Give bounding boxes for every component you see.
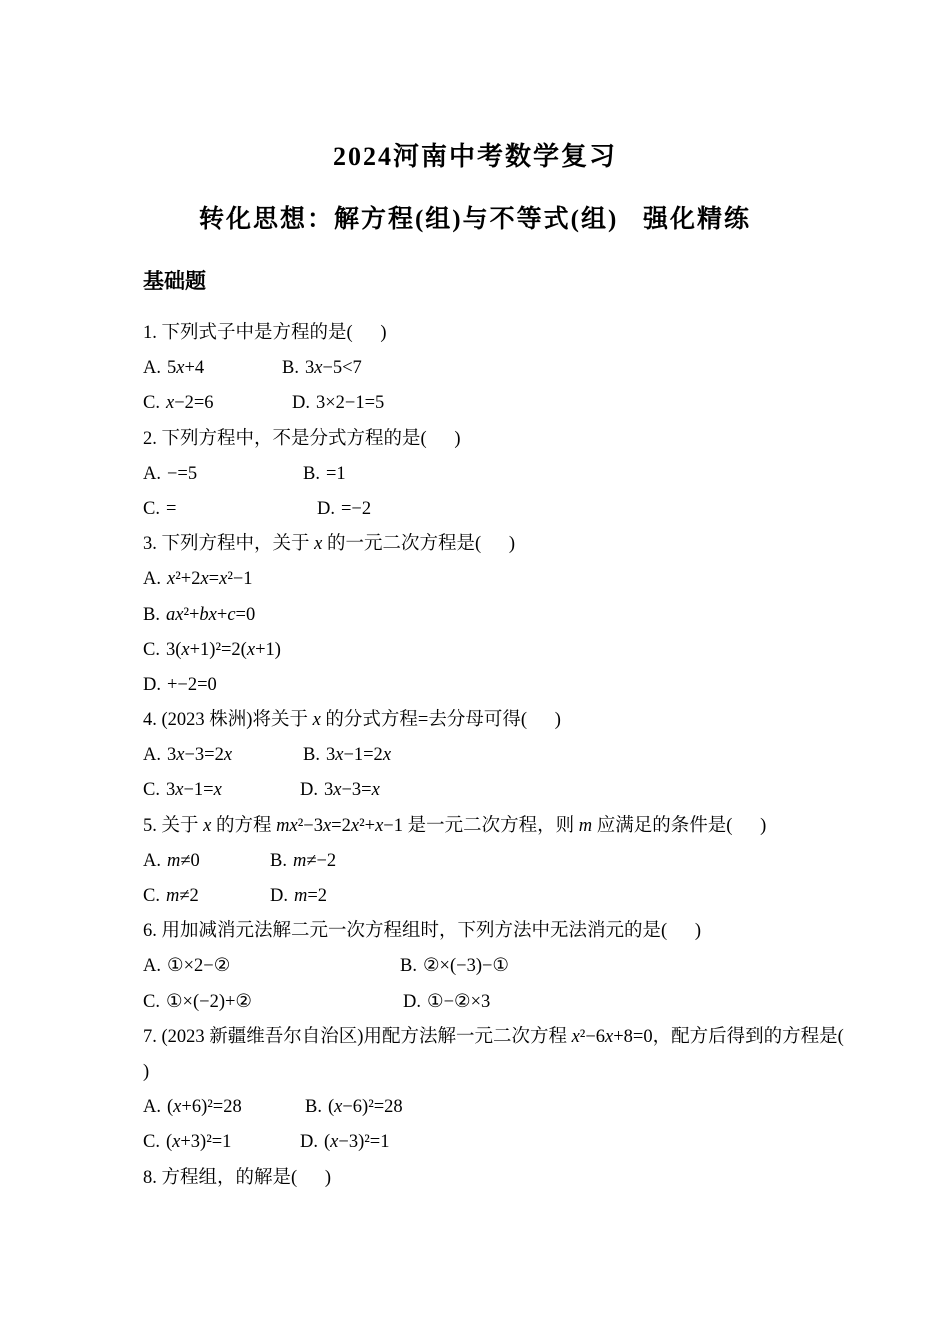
question-1-options-cd: [143, 386, 903, 421]
question-4-option-d: D. 3x−3=x: [300, 780, 380, 801]
document-title: 2024河南中考数学复习: [332, 142, 617, 171]
question-2-option-d: D. =−2: [317, 498, 372, 519]
question-7-option-c: C. (x+3)²=1: [143, 1132, 232, 1153]
question-3-option-b: B. ax²+bx+c=0: [143, 604, 256, 625]
question-6-option-c: C. ①×(−2)+②: [143, 991, 253, 1012]
section-heading-basic-questions: 基础题: [143, 270, 206, 293]
question-5-option-c: C. m≠2: [143, 886, 199, 906]
question-3-option-c: C. 3(x+1)²=2(x+1): [143, 639, 281, 660]
question-6-option-a: A. ①×2−②: [143, 956, 231, 977]
question-4-stem: 4. (2023 株洲)将关于 x 的分式方程=去分母可得( ): [143, 710, 561, 731]
question-4-option-c: C. 3x−1=x: [143, 780, 222, 801]
question-6-option-d: D. ①−②×3: [403, 991, 491, 1012]
question-6-options-ab: [143, 949, 903, 984]
question-5-options-cd: [143, 879, 903, 914]
question-7-stem: 7. (2023 新疆维吾尔自治区)用配方法解一元二次方程 x²−6x+8=0，配方后得到的方程是(: [143, 1026, 844, 1047]
question-3-option-a: A. x²+2x=x²−1: [143, 569, 253, 590]
question-1-options-ab: [143, 351, 903, 386]
question-2-option-b: B. =1: [303, 463, 346, 484]
question-5-option-a: A. m≠0: [143, 850, 200, 871]
question-2-options-cd: [143, 492, 903, 527]
question-2-option-a: A. −=5: [143, 463, 198, 484]
question-7-option-d: D. (x−3)²=1: [300, 1132, 390, 1153]
question-4-option-a: A. 3x−3=2x: [143, 745, 233, 766]
question-2-stem: 2. 下列方程中，不是分式方程的是( ): [143, 428, 461, 449]
question-7-stem-wrap: ): [143, 1061, 150, 1082]
question-5-options-ab: [143, 844, 903, 879]
question-7-options-ab: [143, 1090, 903, 1125]
question-5-option-b: B. m≠−2: [270, 850, 337, 871]
question-1-option-d: D. 3×2−1=5: [292, 393, 385, 414]
question-7-option-a: A. (x+6)²=28: [143, 1097, 242, 1118]
question-1-option-b: B. 3x−5<7: [282, 358, 362, 379]
question-8-stem: 8. 方程组，的解是( ): [143, 1167, 332, 1188]
question-3-stem: 3. 下列方程中，关于 x 的一元二次方程是( ): [143, 534, 516, 555]
question-1-stem: 1. 下列式子中是方程的是( ): [143, 323, 387, 343]
question-6-stem: 6. 用加减消元法解二元一次方程组时，下列方法中无法消元的是( ): [143, 921, 702, 942]
question-3-option-d: D. +−2=0: [143, 674, 217, 695]
question-4-options-ab: [143, 738, 903, 773]
question-6-option-b: B. ②×(−3)−①: [400, 956, 510, 977]
document-subtitle: 转化思想：解方程(组)与不等式(组) 强化精练: [198, 206, 752, 233]
question-7-options-cd: [143, 1125, 903, 1160]
question-5-stem: 5. 关于 x 的方程 mx²−3x=2x²+x−1 是一元二次方程，则 m 应满足的条件是( ): [143, 815, 767, 836]
question-6-options-cd: [143, 985, 903, 1020]
question-5-option-d: D. m=2: [270, 886, 328, 906]
question-4-options-cd: [143, 773, 903, 808]
question-2-option-c: C. =: [143, 498, 177, 519]
question-1-option-a: A. 5x+4: [143, 358, 205, 379]
question-1-option-c: C. x−2=6: [143, 393, 214, 414]
question-4-option-b: B. 3x−1=2x: [303, 745, 392, 766]
questions-list: [143, 316, 903, 1196]
question-2-options-ab: [143, 457, 903, 492]
question-7-option-b: B. (x−6)²=28: [305, 1097, 403, 1118]
